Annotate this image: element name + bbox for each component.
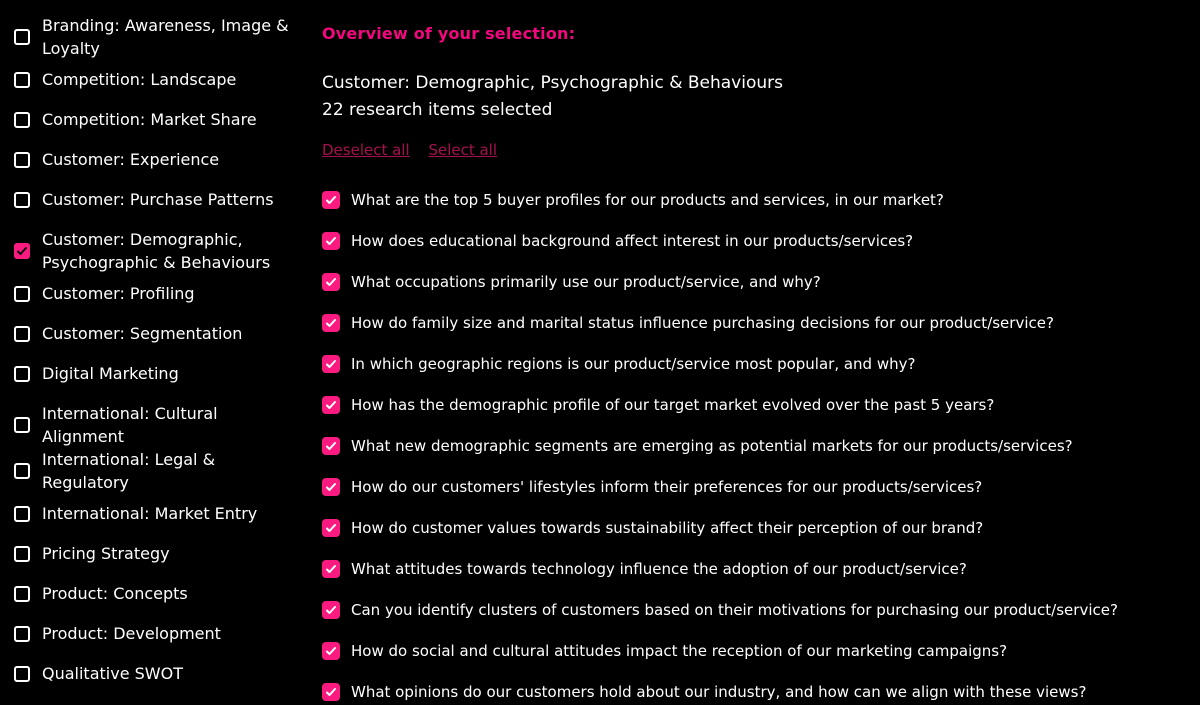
research-item-text: What attitudes towards technology influence the adoption of our product/service? bbox=[351, 560, 967, 578]
checkmark-icon bbox=[325, 604, 337, 616]
sidebar-item[interactable] bbox=[14, 542, 310, 565]
category-label: Competition: Landscape bbox=[42, 70, 237, 89]
checkmark-icon bbox=[325, 276, 337, 288]
checkmark-icon bbox=[325, 194, 337, 206]
research-item[interactable] bbox=[322, 477, 1200, 497]
sidebar-item[interactable] bbox=[14, 282, 310, 305]
category-label: Customer: Profiling bbox=[42, 284, 195, 303]
overview-panel bbox=[322, 0, 1200, 705]
category-label: Customer: Purchase Patterns bbox=[42, 190, 274, 209]
research-item-text: How do customer values towards sustainability affect their perception of our brand? bbox=[351, 519, 984, 537]
research-item[interactable] bbox=[322, 313, 1200, 333]
research-item[interactable] bbox=[322, 559, 1200, 579]
sidebar-item[interactable] bbox=[14, 402, 310, 448]
research-item[interactable] bbox=[322, 641, 1200, 661]
category-checkbox[interactable] bbox=[14, 506, 30, 522]
category-checkbox[interactable] bbox=[14, 626, 30, 642]
research-item-text: How do social and cultural attitudes impact the reception of our marketing campaigns? bbox=[351, 642, 1008, 660]
category-sidebar bbox=[0, 0, 310, 705]
sidebar-item[interactable] bbox=[14, 228, 310, 274]
category-checkbox[interactable] bbox=[14, 546, 30, 562]
research-item-checkbox[interactable] bbox=[322, 642, 340, 660]
checkmark-icon bbox=[325, 563, 337, 575]
sidebar-item[interactable] bbox=[14, 68, 310, 91]
research-item[interactable] bbox=[322, 354, 1200, 374]
sidebar-item[interactable] bbox=[14, 662, 310, 685]
bulk-actions bbox=[322, 140, 1200, 160]
research-item-checkbox[interactable] bbox=[322, 560, 340, 578]
research-item-checkbox[interactable] bbox=[322, 478, 340, 496]
sidebar-item[interactable] bbox=[14, 582, 310, 605]
category-checkbox[interactable] bbox=[14, 666, 30, 682]
checkmark-icon bbox=[325, 481, 337, 493]
research-item-list bbox=[322, 190, 1200, 702]
research-item[interactable] bbox=[322, 600, 1200, 620]
research-item-checkbox[interactable] bbox=[322, 273, 340, 291]
checkmark-icon bbox=[325, 358, 337, 370]
research-item[interactable] bbox=[322, 518, 1200, 538]
category-checkbox[interactable] bbox=[14, 286, 30, 302]
category-checkbox[interactable] bbox=[14, 192, 30, 208]
category-checkbox[interactable] bbox=[14, 29, 30, 45]
category-label: International: Market Entry bbox=[42, 504, 258, 523]
category-checkbox[interactable] bbox=[14, 366, 30, 382]
checkmark-icon bbox=[325, 645, 337, 657]
category-checkbox[interactable] bbox=[14, 326, 30, 342]
research-item-checkbox[interactable] bbox=[322, 191, 340, 209]
sidebar-item[interactable] bbox=[14, 622, 310, 645]
category-checkbox[interactable] bbox=[14, 72, 30, 88]
category-label: Customer: Experience bbox=[42, 150, 220, 169]
research-item-text: How does educational background affect interest in our products/services? bbox=[351, 232, 914, 250]
sidebar-item[interactable] bbox=[14, 448, 310, 494]
category-checkbox[interactable] bbox=[14, 586, 30, 602]
sidebar-item[interactable] bbox=[14, 148, 310, 171]
category-label: Qualitative SWOT bbox=[42, 664, 183, 683]
sidebar-item[interactable] bbox=[14, 188, 310, 211]
checkmark-icon bbox=[325, 440, 337, 452]
research-item-text: Can you identify clusters of customers based on their motivations for purchasing our product/service? bbox=[351, 601, 1118, 619]
research-item-text: How do family size and marital status influence purchasing decisions for our product/service? bbox=[351, 314, 1054, 332]
category-label: Pricing Strategy bbox=[42, 544, 170, 563]
research-item-checkbox[interactable] bbox=[322, 683, 340, 701]
research-item[interactable] bbox=[322, 395, 1200, 415]
research-item[interactable] bbox=[322, 272, 1200, 292]
category-checkbox[interactable] bbox=[14, 417, 30, 433]
category-label: Competition: Market Share bbox=[42, 110, 257, 129]
research-item-text: How has the demographic profile of our target market evolved over the past 5 years? bbox=[351, 396, 995, 414]
sidebar-item[interactable] bbox=[14, 362, 310, 385]
sidebar-item[interactable] bbox=[14, 502, 310, 525]
checkmark-icon bbox=[16, 245, 28, 257]
research-item-text: What new demographic segments are emerging as potential markets for our products/services? bbox=[351, 437, 1073, 455]
category-label: Digital Marketing bbox=[42, 364, 179, 383]
checkmark-icon bbox=[325, 686, 337, 698]
select-all-link[interactable]: Select all bbox=[428, 141, 498, 159]
category-label: Product: Development bbox=[42, 624, 221, 643]
research-item-text: What are the top 5 buyer profiles for our products and services, in our market? bbox=[351, 191, 944, 209]
research-item[interactable] bbox=[322, 190, 1200, 210]
checkmark-icon bbox=[325, 235, 337, 247]
category-label: International: Cultural Alignment bbox=[42, 404, 218, 446]
selection-count: 22 research items selected bbox=[322, 100, 553, 120]
category-checkbox[interactable] bbox=[14, 243, 30, 259]
deselect-all-link[interactable]: Deselect all bbox=[322, 141, 410, 159]
research-item[interactable] bbox=[322, 682, 1200, 702]
research-item-checkbox[interactable] bbox=[322, 355, 340, 373]
checkmark-icon bbox=[325, 522, 337, 534]
category-label: Customer: Segmentation bbox=[42, 324, 243, 343]
checkmark-icon bbox=[325, 317, 337, 329]
research-item[interactable] bbox=[322, 231, 1200, 251]
research-item-text: In which geographic regions is our product/service most popular, and why? bbox=[351, 355, 916, 373]
research-item-text: What occupations primarily use our product/service, and why? bbox=[351, 273, 821, 291]
category-label: Product: Concepts bbox=[42, 584, 188, 603]
research-item-checkbox[interactable] bbox=[322, 519, 340, 537]
research-item-text: What opinions do our customers hold about our industry, and how can we align with these views? bbox=[351, 683, 1087, 701]
sidebar-item[interactable] bbox=[14, 14, 310, 60]
research-item-checkbox[interactable] bbox=[322, 396, 340, 414]
research-item-checkbox[interactable] bbox=[322, 232, 340, 250]
category-label: Branding: Awareness, Image & Loyalty bbox=[42, 16, 289, 58]
category-checkbox[interactable] bbox=[14, 152, 30, 168]
category-label: International: Legal & Regulatory bbox=[42, 450, 216, 492]
research-item-checkbox[interactable] bbox=[322, 314, 340, 332]
category-checkbox[interactable] bbox=[14, 463, 30, 479]
sidebar-item[interactable] bbox=[14, 108, 310, 131]
sidebar-item[interactable] bbox=[14, 322, 310, 345]
category-label: Customer: Demographic, Psychographic & Behaviours bbox=[42, 230, 271, 272]
research-item-checkbox[interactable] bbox=[322, 437, 340, 455]
overview-title: Overview of your selection: bbox=[322, 24, 576, 43]
category-checkbox[interactable] bbox=[14, 112, 30, 128]
selection-name: Customer: Demographic, Psychographic & Behaviours bbox=[322, 73, 783, 93]
selection-summary bbox=[322, 70, 1200, 124]
research-item-checkbox[interactable] bbox=[322, 601, 340, 619]
checkmark-icon bbox=[325, 399, 337, 411]
research-item-text: How do our customers' lifestyles inform their preferences for our products/services? bbox=[351, 478, 983, 496]
research-item[interactable] bbox=[322, 436, 1200, 456]
